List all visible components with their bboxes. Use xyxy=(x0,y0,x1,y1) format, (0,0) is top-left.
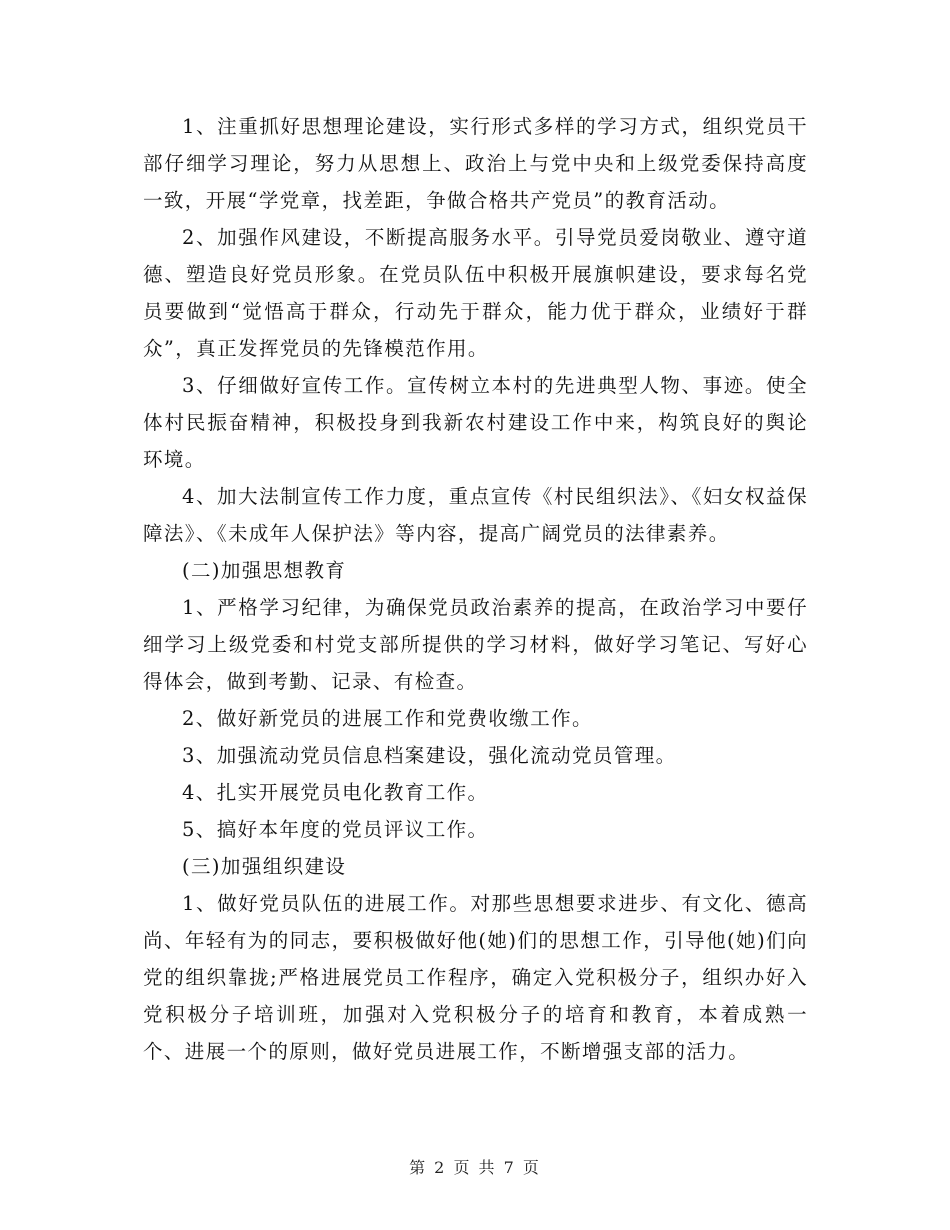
paragraph-publicity: 3、仔细做好宣传工作。宣传树立本村的先进典型人物、事迹。使全体村民振奋精神，积极投身到我新农村建设工作中来，构筑良好的舆论环境。 xyxy=(143,374,808,471)
paragraph-mobile-members: 3、加强流动党员信息档案建设，强化流动党员管理。 xyxy=(182,744,677,767)
paragraph-new-members: 2、做好新党员的进展工作和党费收缴工作。 xyxy=(182,707,593,730)
document-body xyxy=(143,108,808,1070)
section-heading-thought-education: (二)加强思想教育 xyxy=(182,559,347,582)
page-number-footer: 第 2 页 共 7 页 xyxy=(409,1158,541,1177)
paragraph-work-style: 2、加强作风建设，不断提高服务水平。引导党员爱岗敬业、遵守道德、塑造良好党员形象。在党员队伍中积极开展旗帜建设，要求每名党员要做到“觉悟高于群众，行动先于群众，能力优于群众，业绩好于群众”，真正发挥党员的先锋模范作用。 xyxy=(143,226,808,360)
paragraph-member-development: 1、做好党员队伍的进展工作。对那些思想要求进步、有文化、德高尚、年轻有为的同志，要积极做好他(她)们的思想工作，引导他(她)们向党的组织靠拢;严格进展党员工作程序，确定入党积极分子，组织办好入党积极分子培训班，加强对入党积极分子的培育和教育，本着成熟一个、进展一个的原则，做好党员进展工作，不断增强支部的活力。 xyxy=(143,892,808,1063)
paragraph-ideology-theory: 1、注重抓好思想理论建设，实行形式多样的学习方式，组织党员干部仔细学习理论，努力从思想上、政治上与党中央和上级党委保持高度一致，开展“学党章，找差距，争做合格共产党员”的教育活动。 xyxy=(143,115,808,212)
paragraph-member-review: 5、搞好本年度的党员评议工作。 xyxy=(182,818,489,841)
paragraph-study-discipline: 1、严格学习纪律，为确保党员政治素养的提高，在政治学习中要仔细学习上级党委和村党支部所提供的学习材料，做好学习笔记、写好心得体会，做到考勤、记录、有检查。 xyxy=(143,596,808,693)
section-heading-organization: (三)加强组织建设 xyxy=(182,855,347,878)
paragraph-e-education: 4、扎实开展党员电化教育工作。 xyxy=(182,781,489,804)
paragraph-legal-publicity: 4、加大法制宣传工作力度，重点宣传《村民组织法》、《妇女权益保障法》、《未成年人保护法》等内容，提高广阔党员的法律素养。 xyxy=(143,485,808,545)
